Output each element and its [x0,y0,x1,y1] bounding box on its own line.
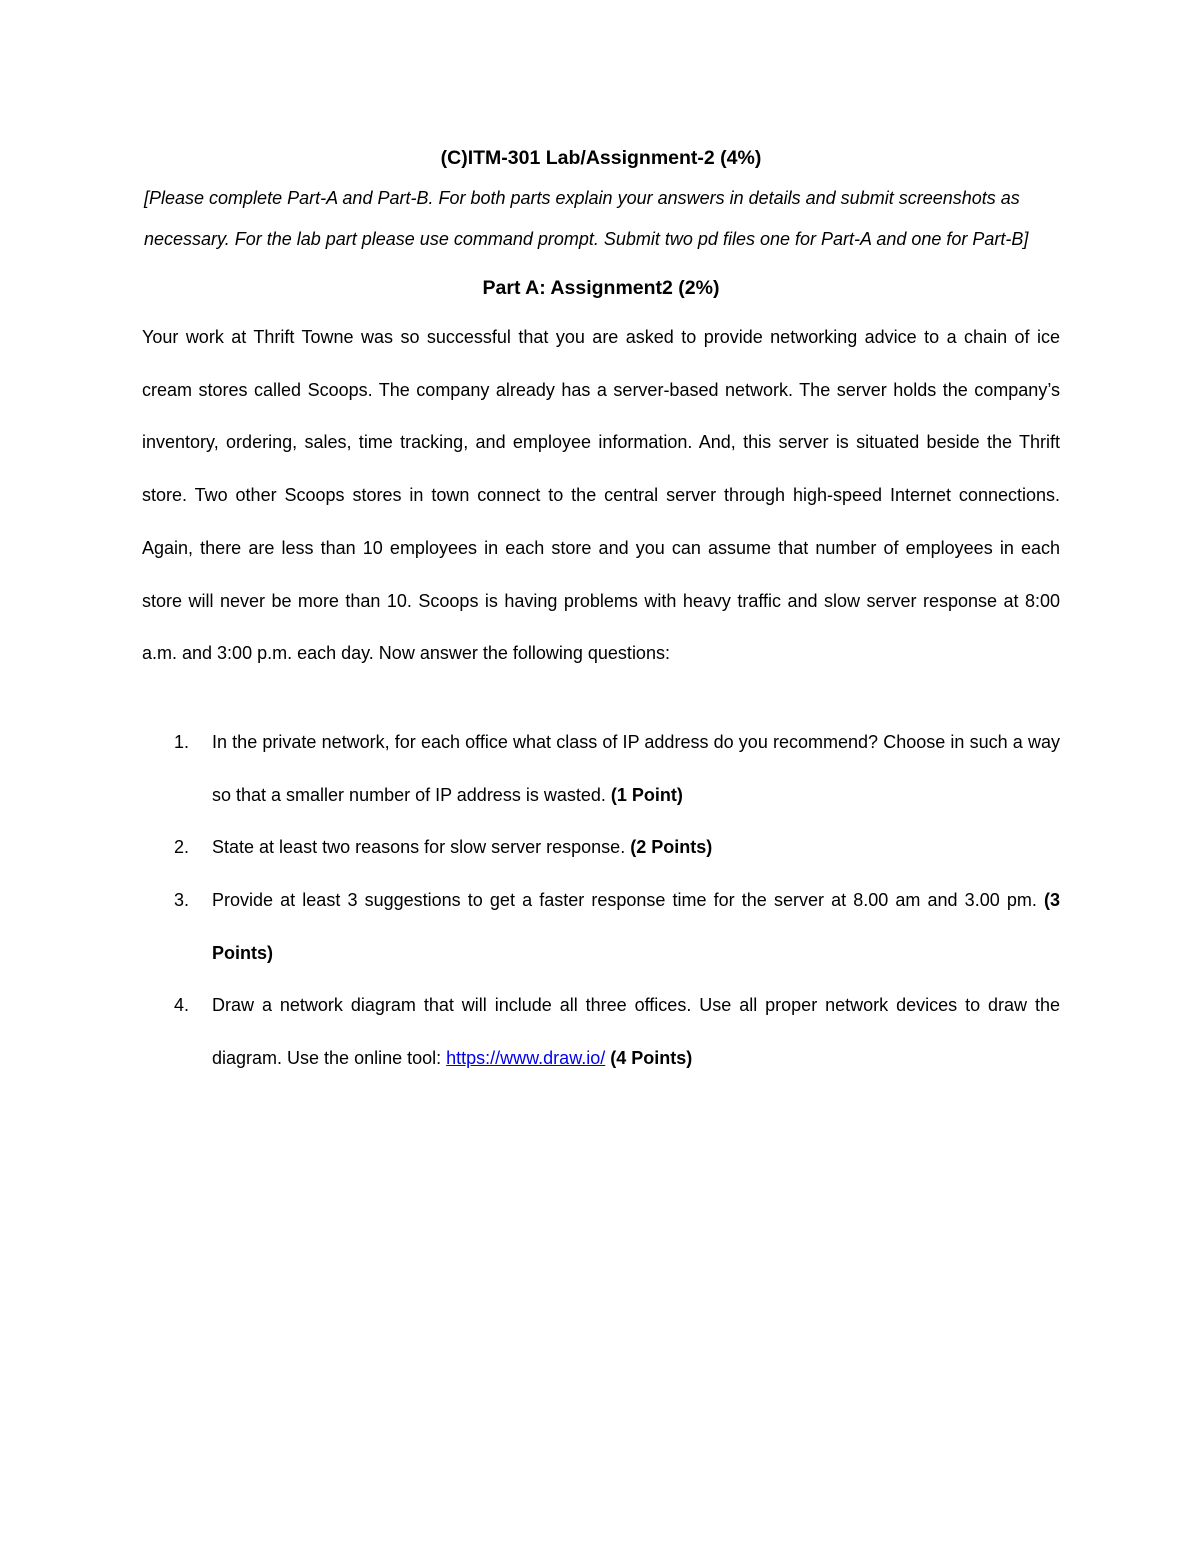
question-number: 3. [174,890,190,911]
instructions-text: [Please complete Part-A and Part-B. For both parts explain your answers in details and submit screenshots as necessary. For the lab part please use command prompt. Submit two pd files one for Part-A and one for Part-B] [144,188,1029,249]
document-content [142,138,1060,1085]
question-item-3 [142,874,1060,979]
question-text: In the private network, for each office what class of IP address do you recommend? Choose in such a way so that a smaller number of IP address is wasted. [212,731,1060,805]
question-points: (4 Points) [610,1048,693,1069]
question-text: State at least two reasons for slow server response. [212,837,631,858]
question-list [142,716,1060,1085]
question-text: Draw a network diagram that will include all three offices. Use all proper network devices to draw the diagram. Use the online tool: [212,995,1060,1069]
question-points: (2 Points) [630,837,713,858]
part-a-heading: Part A: Assignment2 (2%) [482,277,720,299]
question-number: 2. [174,837,190,858]
question-text: Provide at least 3 suggestions to get a faster response time for the server at 8.00 am and 3.00 pm. [212,890,1044,911]
question-number: 1. [174,731,190,752]
question-item-4 [142,979,1060,1084]
drawio-link[interactable]: https://www.draw.io/ [446,1048,606,1069]
part-a-body: Your work at Thrift Towne was so successful that you are asked to provide networking advice to a chain of ice cream stores called Scoops. The company already has a server-based network. The server holds the company’s inventory, ordering, sales, time tracking, and employee information. And, this server is situated beside the Thrift store. Two other Scoops stores in town connect to the central server through high-speed Internet connections. Again, there are less than 10 employees in each store and you can assume that number of employees in each store will never be more than 10. Scoops is having problems with heavy traffic and slow server response at 8:00 a.m. and 3:00 p.m. each day. Now answer the following questions: [142,327,1060,664]
question-item-1 [142,716,1060,821]
question-points: (3 Points) [212,890,1060,963]
question-points: (1 Point) [610,784,683,805]
question-number: 4. [174,995,190,1016]
question-item-2 [142,821,1060,874]
document-title: (C)ITM-301 Lab/Assignment-2 (4%) [440,147,762,169]
